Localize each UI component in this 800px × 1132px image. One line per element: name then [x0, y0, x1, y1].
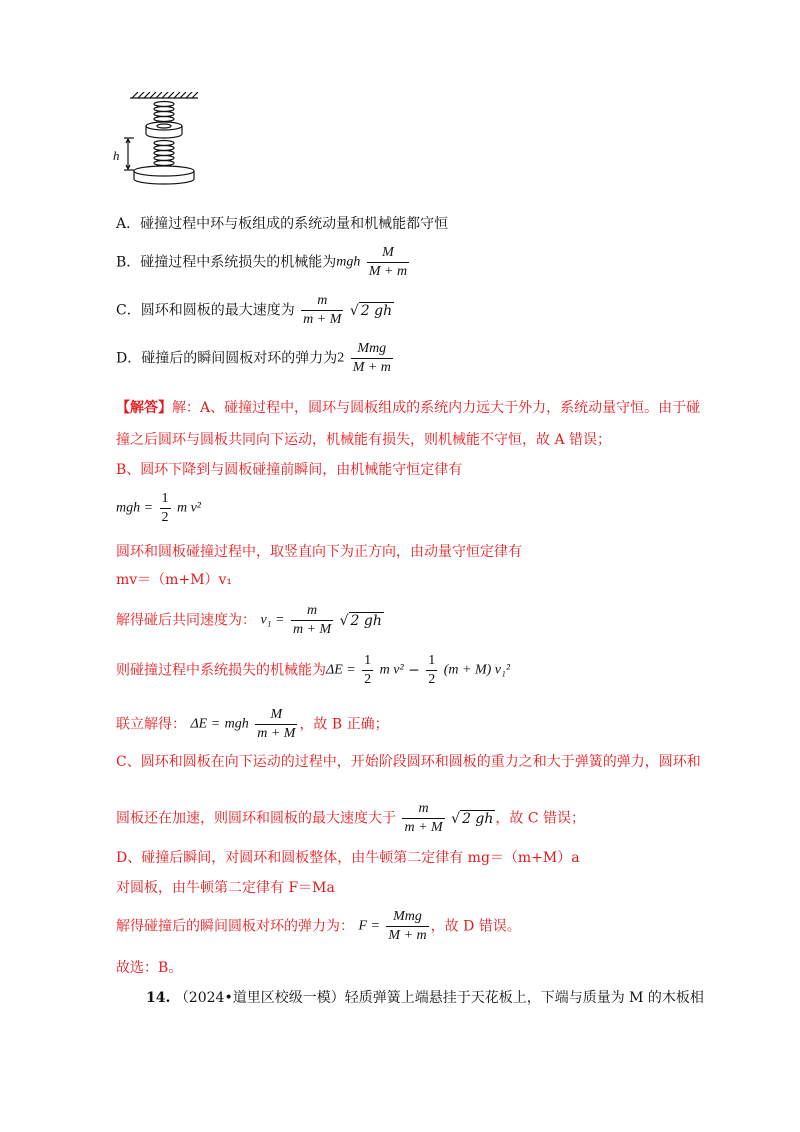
- next-question: [146, 988, 704, 1008]
- sqrt-symbol: √: [451, 810, 461, 827]
- answer-line-10: [116, 800, 585, 837]
- answer-line-3: B、圆环下降到与圆板碰撞前瞬间，由机械能守恒定律有: [116, 462, 463, 478]
- answer-bracket-label: 【解答】: [116, 400, 172, 416]
- fraction-denominator: 2: [364, 672, 372, 687]
- question-text: （2024•道里区校级一模）轻质弹簧上端悬挂于天花板上，下端与质量为 M 的木板相: [174, 990, 704, 1006]
- half-fraction: [160, 490, 171, 527]
- sqrt-radicand: 2 gh: [462, 810, 494, 827]
- sqrt-expression: [340, 611, 384, 631]
- sqrt-radicand: 2 gh: [350, 612, 382, 629]
- M-fraction: [255, 706, 297, 743]
- fraction-denominator: 2: [428, 672, 436, 687]
- term-mv2: m v²: [379, 662, 404, 678]
- half-fraction: [426, 652, 437, 689]
- fraction-numerator: Mmg: [351, 340, 393, 359]
- answer-line-12: 对圆板，由牛顿第二定律有 F＝Ma: [116, 880, 335, 896]
- v1-fraction: [291, 602, 333, 639]
- fraction-denominator: m + M: [257, 726, 296, 741]
- fraction-numerator: M: [367, 244, 409, 263]
- answer-line-6: [116, 602, 384, 639]
- option-b-mgh: mgh: [336, 254, 361, 270]
- fraction-denominator: M + m: [388, 928, 427, 943]
- sqrt-symbol: √: [349, 302, 359, 319]
- answer-text: 圆板还在加速，则圆环和圆板的最大速度大于: [116, 810, 396, 827]
- F-lhs: F =: [358, 918, 380, 934]
- fraction-numerator: 1: [160, 490, 171, 509]
- m-fraction: [402, 800, 444, 837]
- fraction-denominator: M + m: [368, 264, 408, 279]
- energy-equation: [116, 490, 201, 527]
- option-d-text: D．碰撞后的瞬间圆板对环的弹力为: [116, 350, 338, 367]
- answer-text: 则碰撞过程中系统损失的机械能为: [116, 662, 326, 679]
- fraction-numerator: M: [255, 706, 297, 725]
- answer-line-7: [116, 652, 510, 689]
- term-mgh: mgh: [224, 716, 249, 732]
- answer-line-2: 撞之后圆环与圆板共同向下运动，机械能有损失，则机械能不守恒，故 A 错误；: [116, 432, 612, 448]
- question-number: 14.: [146, 990, 171, 1006]
- fraction-denominator: M + m: [352, 360, 391, 375]
- answer-line-5: mv＝（m+M）v₁: [116, 572, 233, 588]
- option-d-fraction: [351, 340, 393, 377]
- eq-lhs: mgh =: [116, 500, 154, 516]
- answer-line-4: 圆环和圆板碰撞过程中，取竖直向下为正方向，由动量守恒定律有: [116, 544, 522, 560]
- answer-text: ，故 B 正确；: [299, 716, 389, 733]
- option-b: [116, 244, 411, 281]
- minus-sign: −: [408, 662, 420, 679]
- answer-line-14: 故选：B。: [116, 960, 183, 976]
- option-b-text: B．碰撞过程中系统损失的机械能为: [116, 254, 337, 271]
- half-fraction: [362, 652, 373, 689]
- spring-figure: [110, 92, 206, 192]
- answer-text: 解得碰后共同速度为：: [116, 612, 256, 629]
- option-d: [116, 340, 395, 377]
- fraction-numerator: 1: [362, 652, 373, 671]
- fraction-numerator: m: [402, 800, 444, 819]
- answer-line-9: C、圆环和圆板在向下运动的过程中，开始阶段圆环和圆板的重力之和大于弹簧的弹力，圆环和: [116, 754, 701, 770]
- Mmg-fraction: [386, 908, 428, 945]
- dE-lhs: ΔE =: [190, 716, 221, 732]
- answer-line-11: D、碰撞后瞬间，对圆环和圆板整体，由牛顿第二定律有 mg＝（m+M）a: [116, 850, 580, 866]
- fraction-denominator: 2: [161, 510, 169, 525]
- option-a: A．碰撞过程中环与板组成的系统动量和机械能都守恒: [116, 216, 449, 232]
- answer-line-13: [116, 908, 521, 945]
- answer-text: 解：A、碰撞过程中，圆环与圆板组成的系统内力远大于外力，系统动量守恒。由于碰: [172, 400, 701, 416]
- option-b-fraction: [367, 244, 409, 281]
- sqrt-expression: [451, 809, 495, 829]
- fraction-denominator: m + M: [292, 622, 332, 637]
- fraction-numerator: 1: [426, 652, 437, 671]
- answer-line-1: [116, 398, 700, 418]
- answer-text: ，故 C 错误；: [495, 810, 586, 827]
- fraction-numerator: m: [291, 602, 333, 621]
- sqrt-expression: [350, 301, 394, 321]
- option-c-fraction: [301, 292, 343, 329]
- answer-text: 联立解得：: [116, 716, 186, 733]
- dE-lhs: ΔE =: [326, 662, 356, 678]
- answer-line-8: [116, 706, 389, 743]
- eq-rhs: m v²: [176, 500, 201, 516]
- option-c-text: C．圆环和圆板的最大速度为: [116, 302, 295, 319]
- sqrt-symbol: √: [339, 612, 349, 629]
- sqrt-radicand: 2 gh: [360, 302, 393, 319]
- option-c: [116, 292, 394, 329]
- term-mMv1: (m + M) v₁²: [443, 662, 511, 678]
- fraction-numerator: m: [301, 292, 343, 311]
- fraction-numerator: Mmg: [386, 908, 428, 927]
- answer-text: ，故 D 错误。: [430, 918, 521, 935]
- coef-two: 2: [337, 350, 345, 366]
- v1-lhs: v₁ =: [260, 612, 285, 628]
- answer-text: 解得碰撞后的瞬间圆板对环的弹力为：: [116, 918, 354, 935]
- fraction-denominator: m + M: [303, 312, 342, 327]
- fraction-denominator: m + M: [404, 820, 443, 835]
- figure-label-h: h: [113, 148, 120, 163]
